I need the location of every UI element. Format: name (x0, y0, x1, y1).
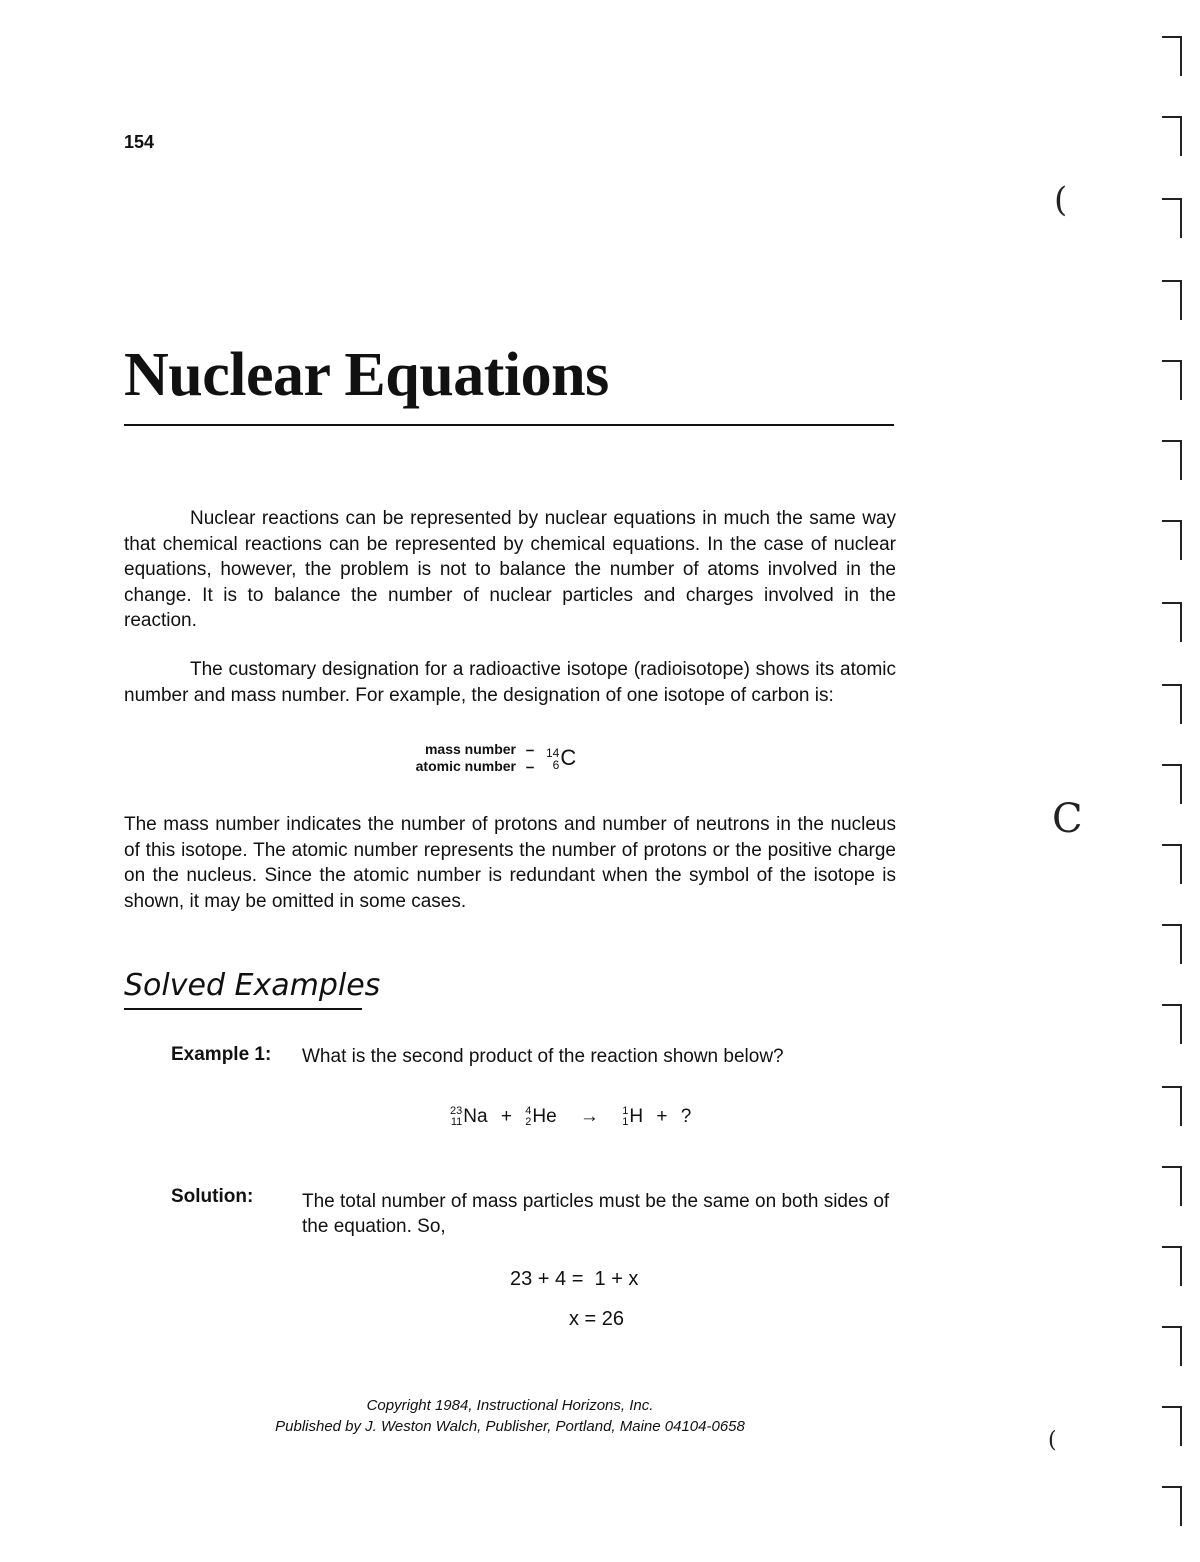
hydrogen-symbol: H (629, 1106, 644, 1128)
binding-hole-mark (1162, 116, 1184, 156)
carbon-atomic-number: 6 (552, 758, 560, 773)
scan-artifact-mark: ( (1048, 1428, 1057, 1453)
scan-artifact-mark: ( (1054, 180, 1068, 220)
plus-sign: + (656, 1106, 668, 1128)
hydrogen-mass-number: 1 (622, 1105, 629, 1117)
binding-hole-mark (1162, 1486, 1184, 1526)
binding-hole-mark (1162, 440, 1184, 480)
hydrogen-atomic-number: 1 (622, 1116, 629, 1128)
binding-hole-mark (1162, 1004, 1184, 1044)
intro-paragraph (124, 506, 896, 634)
sodium-scripts (450, 1106, 462, 1128)
pointer-mark: ⎯ (526, 758, 534, 774)
reaction-equation (450, 1106, 691, 1128)
helium-symbol: He (532, 1106, 557, 1128)
binding-hole-mark (1162, 520, 1184, 560)
binding-hole-mark (1162, 602, 1184, 642)
mass-number-label: mass number (424, 741, 516, 757)
copyright-line: Copyright 1984, Instructional Horizons, Inc. (366, 1397, 654, 1414)
reaction-arrow: → (579, 1106, 599, 1128)
helium-mass-number: 4 (525, 1105, 532, 1117)
helium-atomic-number: 2 (525, 1116, 532, 1128)
example-label: Example 1: (171, 1044, 272, 1065)
section-underline (124, 1008, 362, 1010)
sodium-atomic-number: 11 (450, 1116, 463, 1128)
publisher-line: Published by J. Weston Walch, Publisher, Portland, Maine 04104-0658 (275, 1418, 745, 1435)
page-number: 154 (124, 132, 155, 152)
binding-hole-mark (1162, 1246, 1184, 1286)
binding-hole-mark (1162, 360, 1184, 400)
binding-hole-mark (1162, 36, 1184, 76)
plus-sign: + (500, 1106, 512, 1128)
solution-text: The total number of mass particles must be the same on both sides of the equation. So, (302, 1191, 890, 1237)
title-underline (124, 424, 894, 426)
carbon-mass-number: 14 (546, 746, 560, 761)
math-line-result: x = 26 (569, 1308, 625, 1330)
binding-hole-mark (1162, 198, 1184, 238)
sodium-mass-number: 23 (450, 1105, 463, 1117)
carbon-symbol: C (560, 745, 577, 770)
section-heading: Solved Examples (124, 968, 381, 1003)
helium-scripts (525, 1106, 531, 1128)
isotope-figure (410, 741, 640, 781)
scan-artifact-mark: C (1052, 796, 1083, 842)
pointer-mark: ⎯ (526, 741, 534, 757)
binding-hole-mark (1162, 280, 1184, 320)
example-question: What is the second product of the reaction shown below? (302, 1046, 784, 1067)
intro-paragraph-text: Nuclear reactions can be represented by nuclear equations in much the same way that chemical reactions can be represented by chemical equations. In the case of nuclear equations, however, the problem is not to balance the number of atoms involved in the change. It is to balance the number of nuclear particles and charges involved in the reaction. (124, 508, 896, 631)
binder-margin (1150, 0, 1200, 1562)
solution-label: Solution: (171, 1186, 254, 1207)
math-line-mass-balance: 23 + 4 = 1 + x (510, 1268, 639, 1290)
page-title: Nuclear Equations (124, 341, 609, 409)
binding-hole-mark (1162, 844, 1184, 884)
binding-hole-mark (1162, 684, 1184, 724)
atomic-number-label: atomic number (415, 758, 516, 774)
pointer-arrows (520, 741, 540, 775)
designation-paragraph (124, 657, 896, 708)
designation-paragraph-text: The customary designation for a radioactive isotope (radioisotope) shows its atomic number and mass number. For example, the designation of one isotope of carbon is: (124, 659, 896, 706)
binding-hole-mark (1162, 764, 1184, 804)
unknown-product: ? (680, 1106, 692, 1128)
sodium-symbol: Na (463, 1106, 488, 1128)
binding-hole-mark (1162, 1086, 1184, 1126)
binding-hole-mark (1162, 1326, 1184, 1366)
isotope-labels (416, 741, 516, 775)
binding-hole-mark (1162, 1166, 1184, 1206)
nuclide-scripts (546, 747, 559, 771)
carbon-nuclide (546, 745, 576, 771)
binding-hole-mark (1162, 1406, 1184, 1446)
binding-hole-mark (1162, 924, 1184, 964)
hydrogen-scripts (622, 1106, 628, 1128)
explanation-paragraph: The mass number indicates the number of protons and number of neutrons in the nucleus of this isotope. The atomic number represents the number of protons or the positive charge on the nucleus. Since the atomic number is redundant when the symbol of the isotope is shown, it may be omitted in some cases. (124, 814, 896, 912)
